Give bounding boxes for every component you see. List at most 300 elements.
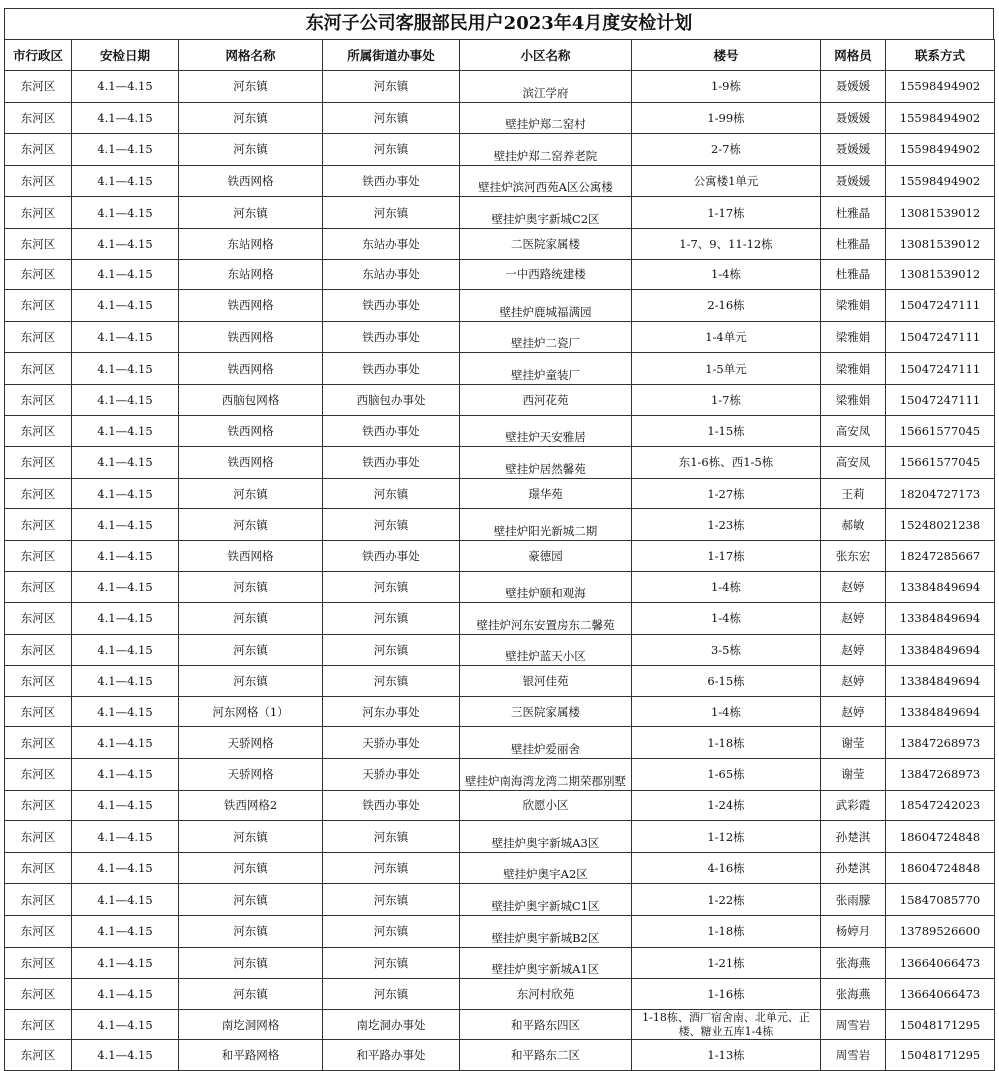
cell-grid-staff: 梁雅娟 — [821, 321, 886, 353]
cell-building: 1-27栋 — [632, 478, 821, 509]
table-row — [5, 852, 995, 884]
cell-street-office: 西脑包办事处 — [323, 384, 460, 415]
table-row — [5, 1040, 995, 1071]
cell-date: 4.1—4.15 — [72, 603, 179, 635]
cell-street-office: 河东镇 — [323, 509, 460, 541]
cell-district: 东河区 — [5, 384, 72, 415]
cell-community: 壁挂炉奥宇新城A1区 — [460, 947, 632, 979]
table-row — [5, 727, 995, 759]
cell-building: 1-12栋 — [632, 821, 821, 853]
cell-street-office: 河东镇 — [323, 979, 460, 1010]
cell-district: 东河区 — [5, 259, 72, 290]
cell-date: 4.1—4.15 — [72, 71, 179, 103]
cell-community: 滨江学府 — [460, 71, 632, 103]
cell-contact: 13384849694 — [886, 666, 995, 697]
cell-community: 壁挂炉阳光新城二期 — [460, 509, 632, 541]
cell-community: 壁挂炉奥宇新城A3区 — [460, 821, 632, 853]
cell-contact: 15598494902 — [886, 134, 995, 166]
cell-street-office: 河东镇 — [323, 852, 460, 884]
table-row — [5, 321, 995, 353]
cell-building: 1-16栋 — [632, 979, 821, 1010]
cell-grid-name: 铁西网格 — [179, 290, 323, 322]
cell-grid-staff: 张海燕 — [821, 947, 886, 979]
cell-date: 4.1—4.15 — [72, 134, 179, 166]
cell-district: 东河区 — [5, 666, 72, 697]
cell-building: 1-23栋 — [632, 509, 821, 541]
cell-district: 东河区 — [5, 727, 72, 759]
cell-street-office: 东站办事处 — [323, 259, 460, 290]
cell-grid-staff: 梁雅娟 — [821, 384, 886, 415]
cell-date: 4.1—4.15 — [72, 353, 179, 385]
cell-contact: 18604724848 — [886, 852, 995, 884]
header-date: 安检日期 — [72, 40, 179, 71]
cell-community: 壁挂炉郑二窑村 — [460, 102, 632, 134]
cell-street-office: 天骄办事处 — [323, 727, 460, 759]
cell-community: 壁挂炉郑二窑养老院 — [460, 134, 632, 166]
header-row — [5, 40, 995, 71]
cell-building: 1-7栋 — [632, 384, 821, 415]
cell-district: 东河区 — [5, 1009, 72, 1040]
table-row — [5, 259, 995, 290]
cell-contact: 13664066473 — [886, 979, 995, 1010]
cell-contact: 13789526600 — [886, 916, 995, 948]
cell-street-office: 河东镇 — [323, 947, 460, 979]
cell-contact: 13384849694 — [886, 571, 995, 603]
cell-grid-name: 天骄网格 — [179, 727, 323, 759]
cell-contact: 15047247111 — [886, 321, 995, 353]
cell-grid-name: 铁西网格 — [179, 353, 323, 385]
cell-building: 1-13栋 — [632, 1040, 821, 1071]
cell-date: 4.1—4.15 — [72, 321, 179, 353]
cell-building: 东1-6栋、西1-5栋 — [632, 447, 821, 479]
cell-grid-name: 河东网格（1） — [179, 696, 323, 727]
cell-community: 西河花苑 — [460, 384, 632, 415]
cell-date: 4.1—4.15 — [72, 979, 179, 1010]
cell-district: 东河区 — [5, 228, 72, 259]
cell-grid-name: 铁西网格 — [179, 540, 323, 571]
cell-grid-staff: 谢莹 — [821, 759, 886, 791]
cell-district: 东河区 — [5, 571, 72, 603]
cell-grid-name: 南圪洞网格 — [179, 1009, 323, 1040]
cell-district: 东河区 — [5, 415, 72, 447]
table-row — [5, 228, 995, 259]
cell-grid-staff: 高安凤 — [821, 447, 886, 479]
cell-district: 东河区 — [5, 478, 72, 509]
cell-building: 1-65栋 — [632, 759, 821, 791]
cell-grid-staff: 赵婷 — [821, 603, 886, 635]
cell-date: 4.1—4.15 — [72, 290, 179, 322]
cell-building: 1-7、9、11-12栋 — [632, 228, 821, 259]
cell-grid-name: 河东镇 — [179, 71, 323, 103]
cell-grid-name: 河东镇 — [179, 852, 323, 884]
cell-street-office: 河东镇 — [323, 916, 460, 948]
cell-date: 4.1—4.15 — [72, 447, 179, 479]
cell-date: 4.1—4.15 — [72, 916, 179, 948]
header-grid-name: 网格名称 — [179, 40, 323, 71]
cell-contact: 15047247111 — [886, 353, 995, 385]
table-row — [5, 1009, 995, 1040]
table-row — [5, 759, 995, 791]
cell-building: 1-4栋 — [632, 603, 821, 635]
cell-building: 2-7栋 — [632, 134, 821, 166]
cell-community: 银河佳苑 — [460, 666, 632, 697]
cell-grid-staff: 杜雅晶 — [821, 197, 886, 229]
cell-district: 东河区 — [5, 884, 72, 916]
cell-contact: 15048171295 — [886, 1040, 995, 1071]
cell-date: 4.1—4.15 — [72, 165, 179, 197]
cell-date: 4.1—4.15 — [72, 197, 179, 229]
cell-grid-staff: 聂媛媛 — [821, 165, 886, 197]
cell-community: 壁挂炉滨河西苑A区公寓楼 — [460, 165, 632, 197]
cell-grid-name: 河东镇 — [179, 134, 323, 166]
cell-district: 东河区 — [5, 165, 72, 197]
cell-community: 三医院家属楼 — [460, 696, 632, 727]
cell-contact: 15661577045 — [886, 447, 995, 479]
cell-building: 1-4栋 — [632, 259, 821, 290]
cell-contact: 13384849694 — [886, 696, 995, 727]
table-row — [5, 666, 995, 697]
cell-date: 4.1—4.15 — [72, 478, 179, 509]
cell-contact: 13847268973 — [886, 759, 995, 791]
cell-community: 二医院家属楼 — [460, 228, 632, 259]
cell-street-office: 铁西办事处 — [323, 353, 460, 385]
cell-grid-staff: 杜雅晶 — [821, 228, 886, 259]
cell-community: 壁挂炉居然馨苑 — [460, 447, 632, 479]
cell-grid-name: 铁西网格 — [179, 321, 323, 353]
table-row — [5, 353, 995, 385]
cell-building: 2-16栋 — [632, 290, 821, 322]
cell-street-office: 铁西办事处 — [323, 165, 460, 197]
table-row — [5, 102, 995, 134]
cell-community: 壁挂炉蓝天小区 — [460, 634, 632, 666]
cell-community: 璟华苑 — [460, 478, 632, 509]
cell-date: 4.1—4.15 — [72, 571, 179, 603]
cell-street-office: 南圪洞办事处 — [323, 1009, 460, 1040]
cell-grid-staff: 聂媛媛 — [821, 71, 886, 103]
table-row — [5, 290, 995, 322]
cell-community: 和平路东四区 — [460, 1009, 632, 1040]
cell-date: 4.1—4.15 — [72, 666, 179, 697]
cell-grid-staff: 周雪岩 — [821, 1040, 886, 1071]
cell-contact: 13081539012 — [886, 197, 995, 229]
table-row — [5, 415, 995, 447]
cell-street-office: 铁西办事处 — [323, 447, 460, 479]
cell-contact: 15048171295 — [886, 1009, 995, 1040]
cell-community: 壁挂炉河东安置房东二馨苑 — [460, 603, 632, 635]
cell-date: 4.1—4.15 — [72, 821, 179, 853]
cell-building: 1-4栋 — [632, 696, 821, 727]
cell-street-office: 河东镇 — [323, 603, 460, 635]
cell-contact: 15248021238 — [886, 509, 995, 541]
cell-contact: 15661577045 — [886, 415, 995, 447]
cell-grid-name: 河东镇 — [179, 916, 323, 948]
cell-date: 4.1—4.15 — [72, 228, 179, 259]
cell-district: 东河区 — [5, 696, 72, 727]
table-row — [5, 979, 995, 1010]
sheet-title: 东河子公司客服部民用户2023年4月度安检计划 — [4, 8, 994, 39]
cell-community: 东河村欣苑 — [460, 979, 632, 1010]
table-row — [5, 384, 995, 415]
cell-contact: 13664066473 — [886, 947, 995, 979]
cell-grid-staff: 杨婷月 — [821, 916, 886, 948]
table-row — [5, 884, 995, 916]
cell-community: 和平路东二区 — [460, 1040, 632, 1071]
table-row — [5, 634, 995, 666]
cell-community: 壁挂炉天安雅居 — [460, 415, 632, 447]
cell-street-office: 河东镇 — [323, 71, 460, 103]
cell-grid-name: 东站网格 — [179, 259, 323, 290]
cell-building: 1-15栋 — [632, 415, 821, 447]
table-row — [5, 603, 995, 635]
cell-community: 壁挂炉爱丽舍 — [460, 727, 632, 759]
header-building: 楼号 — [632, 40, 821, 71]
cell-date: 4.1—4.15 — [72, 696, 179, 727]
cell-grid-name: 天骄网格 — [179, 759, 323, 791]
cell-grid-name: 铁西网格 — [179, 447, 323, 479]
cell-street-office: 和平路办事处 — [323, 1040, 460, 1071]
cell-street-office: 铁西办事处 — [323, 540, 460, 571]
cell-grid-name: 河东镇 — [179, 821, 323, 853]
cell-district: 东河区 — [5, 790, 72, 821]
cell-date: 4.1—4.15 — [72, 947, 179, 979]
cell-district: 东河区 — [5, 540, 72, 571]
cell-contact: 13081539012 — [886, 259, 995, 290]
cell-community: 壁挂炉颐和观海 — [460, 571, 632, 603]
cell-district: 东河区 — [5, 321, 72, 353]
cell-contact: 13847268973 — [886, 727, 995, 759]
cell-street-office: 铁西办事处 — [323, 415, 460, 447]
cell-district: 东河区 — [5, 759, 72, 791]
cell-building: 1-4单元 — [632, 321, 821, 353]
cell-grid-staff: 王莉 — [821, 478, 886, 509]
cell-date: 4.1—4.15 — [72, 384, 179, 415]
cell-grid-staff: 张海燕 — [821, 979, 886, 1010]
table-row — [5, 916, 995, 948]
cell-building: 1-5单元 — [632, 353, 821, 385]
cell-date: 4.1—4.15 — [72, 852, 179, 884]
cell-grid-name: 西脑包网格 — [179, 384, 323, 415]
cell-building: 1-18栋、酒厂宿舍南、北单元、正楼、糖业五库1-4栋 — [632, 1009, 821, 1040]
table-row — [5, 478, 995, 509]
cell-district: 东河区 — [5, 947, 72, 979]
cell-district: 东河区 — [5, 634, 72, 666]
cell-date: 4.1—4.15 — [72, 540, 179, 571]
cell-grid-staff: 谢莹 — [821, 727, 886, 759]
cell-district: 东河区 — [5, 353, 72, 385]
cell-district: 东河区 — [5, 197, 72, 229]
cell-grid-name: 铁西网格2 — [179, 790, 323, 821]
cell-building: 6-15栋 — [632, 666, 821, 697]
cell-building: 3-5栋 — [632, 634, 821, 666]
cell-contact: 15598494902 — [886, 165, 995, 197]
cell-building: 1-9栋 — [632, 71, 821, 103]
cell-grid-staff: 孙楚淇 — [821, 821, 886, 853]
table-row — [5, 790, 995, 821]
cell-date: 4.1—4.15 — [72, 759, 179, 791]
cell-street-office: 河东镇 — [323, 821, 460, 853]
cell-building: 1-99栋 — [632, 102, 821, 134]
cell-community: 豪德园 — [460, 540, 632, 571]
table-row — [5, 821, 995, 853]
header-district: 市行政区 — [5, 40, 72, 71]
cell-grid-staff: 武彩霞 — [821, 790, 886, 821]
cell-building: 1-18栋 — [632, 727, 821, 759]
cell-street-office: 河东镇 — [323, 478, 460, 509]
cell-district: 东河区 — [5, 821, 72, 853]
cell-street-office: 铁西办事处 — [323, 290, 460, 322]
cell-grid-staff: 郝敏 — [821, 509, 886, 541]
cell-district: 东河区 — [5, 102, 72, 134]
cell-grid-name: 河东镇 — [179, 197, 323, 229]
cell-building: 1-21栋 — [632, 947, 821, 979]
cell-community: 壁挂炉童装厂 — [460, 353, 632, 385]
cell-grid-staff: 杜雅晶 — [821, 259, 886, 290]
cell-contact: 18204727173 — [886, 478, 995, 509]
cell-building: 1-24栋 — [632, 790, 821, 821]
table-row — [5, 947, 995, 979]
cell-grid-name: 铁西网格 — [179, 165, 323, 197]
table-row — [5, 197, 995, 229]
cell-grid-staff: 梁雅娟 — [821, 290, 886, 322]
cell-date: 4.1—4.15 — [72, 509, 179, 541]
cell-district: 东河区 — [5, 290, 72, 322]
cell-grid-name: 河东镇 — [179, 603, 323, 635]
cell-grid-name: 河东镇 — [179, 884, 323, 916]
cell-building: 4-16栋 — [632, 852, 821, 884]
cell-street-office: 铁西办事处 — [323, 790, 460, 821]
table-row — [5, 696, 995, 727]
cell-contact: 15047247111 — [886, 290, 995, 322]
cell-contact: 13384849694 — [886, 603, 995, 635]
table-row — [5, 540, 995, 571]
cell-contact: 13081539012 — [886, 228, 995, 259]
header-grid-staff: 网格员 — [821, 40, 886, 71]
cell-grid-staff: 梁雅娟 — [821, 353, 886, 385]
cell-district: 东河区 — [5, 134, 72, 166]
cell-community: 壁挂炉二瓷厂 — [460, 321, 632, 353]
header-contact: 联系方式 — [886, 40, 995, 71]
cell-grid-name: 河东镇 — [179, 571, 323, 603]
cell-contact: 15598494902 — [886, 102, 995, 134]
cell-grid-name: 东站网格 — [179, 228, 323, 259]
cell-street-office: 河东镇 — [323, 634, 460, 666]
cell-district: 东河区 — [5, 509, 72, 541]
cell-grid-name: 河东镇 — [179, 634, 323, 666]
cell-grid-name: 河东镇 — [179, 666, 323, 697]
cell-street-office: 河东镇 — [323, 102, 460, 134]
cell-contact: 18604724848 — [886, 821, 995, 853]
cell-district: 东河区 — [5, 916, 72, 948]
cell-grid-name: 河东镇 — [179, 478, 323, 509]
cell-grid-staff: 周雪岩 — [821, 1009, 886, 1040]
cell-grid-name: 铁西网格 — [179, 415, 323, 447]
cell-contact: 18247285667 — [886, 540, 995, 571]
header-community: 小区名称 — [460, 40, 632, 71]
cell-date: 4.1—4.15 — [72, 727, 179, 759]
cell-street-office: 铁西办事处 — [323, 321, 460, 353]
cell-grid-name: 和平路网格 — [179, 1040, 323, 1071]
cell-grid-staff: 聂媛媛 — [821, 134, 886, 166]
cell-grid-name: 河东镇 — [179, 509, 323, 541]
cell-community: 壁挂炉奥宇新城C1区 — [460, 884, 632, 916]
table-row — [5, 134, 995, 166]
cell-date: 4.1—4.15 — [72, 884, 179, 916]
cell-building: 1-4栋 — [632, 571, 821, 603]
cell-grid-staff: 赵婷 — [821, 571, 886, 603]
cell-contact: 15598494902 — [886, 71, 995, 103]
cell-grid-staff: 张雨朦 — [821, 884, 886, 916]
cell-contact: 15047247111 — [886, 384, 995, 415]
cell-date: 4.1—4.15 — [72, 1040, 179, 1071]
cell-date: 4.1—4.15 — [72, 415, 179, 447]
cell-street-office: 河东镇 — [323, 666, 460, 697]
cell-street-office: 河东镇 — [323, 571, 460, 603]
cell-date: 4.1—4.15 — [72, 634, 179, 666]
table-body — [5, 71, 995, 1071]
cell-community: 欣愿小区 — [460, 790, 632, 821]
cell-building: 公寓楼1单元 — [632, 165, 821, 197]
cell-date: 4.1—4.15 — [72, 259, 179, 290]
cell-grid-staff: 聂媛媛 — [821, 102, 886, 134]
cell-date: 4.1—4.15 — [72, 1009, 179, 1040]
cell-building: 1-18栋 — [632, 916, 821, 948]
cell-grid-staff: 孙楚淇 — [821, 852, 886, 884]
cell-street-office: 河东镇 — [323, 134, 460, 166]
cell-district: 东河区 — [5, 603, 72, 635]
schedule-table — [4, 39, 995, 1071]
cell-contact: 18547242023 — [886, 790, 995, 821]
cell-street-office: 河东镇 — [323, 884, 460, 916]
cell-building: 1-22栋 — [632, 884, 821, 916]
cell-community: 壁挂炉奥宇A2区 — [460, 852, 632, 884]
cell-contact: 15847085770 — [886, 884, 995, 916]
cell-building: 1-17栋 — [632, 197, 821, 229]
cell-district: 东河区 — [5, 1040, 72, 1071]
cell-grid-name: 河东镇 — [179, 979, 323, 1010]
cell-community: 壁挂炉奥宇新城C2区 — [460, 197, 632, 229]
cell-grid-staff: 张东宏 — [821, 540, 886, 571]
table-row — [5, 571, 995, 603]
cell-community: 一中西路统建楼 — [460, 259, 632, 290]
cell-street-office: 天骄办事处 — [323, 759, 460, 791]
cell-grid-staff: 赵婷 — [821, 666, 886, 697]
table-row — [5, 165, 995, 197]
cell-grid-staff: 赵婷 — [821, 634, 886, 666]
cell-date: 4.1—4.15 — [72, 102, 179, 134]
cell-district: 东河区 — [5, 852, 72, 884]
cell-contact: 13384849694 — [886, 634, 995, 666]
cell-building: 1-17栋 — [632, 540, 821, 571]
cell-street-office: 东站办事处 — [323, 228, 460, 259]
cell-community: 壁挂炉南海湾龙湾二期荣郡别墅 — [460, 759, 632, 791]
table-row — [5, 71, 995, 103]
table-row — [5, 447, 995, 479]
cell-street-office: 河东办事处 — [323, 696, 460, 727]
cell-district: 东河区 — [5, 447, 72, 479]
cell-street-office: 河东镇 — [323, 197, 460, 229]
cell-community: 壁挂炉奥宇新城B2区 — [460, 916, 632, 948]
schedule-sheet — [4, 8, 994, 1071]
cell-date: 4.1—4.15 — [72, 790, 179, 821]
table-row — [5, 509, 995, 541]
cell-district: 东河区 — [5, 979, 72, 1010]
cell-grid-name: 河东镇 — [179, 947, 323, 979]
cell-grid-staff: 赵婷 — [821, 696, 886, 727]
cell-grid-staff: 高安凤 — [821, 415, 886, 447]
cell-district: 东河区 — [5, 71, 72, 103]
cell-community: 壁挂炉鹿城福满园 — [460, 290, 632, 322]
cell-grid-name: 河东镇 — [179, 102, 323, 134]
